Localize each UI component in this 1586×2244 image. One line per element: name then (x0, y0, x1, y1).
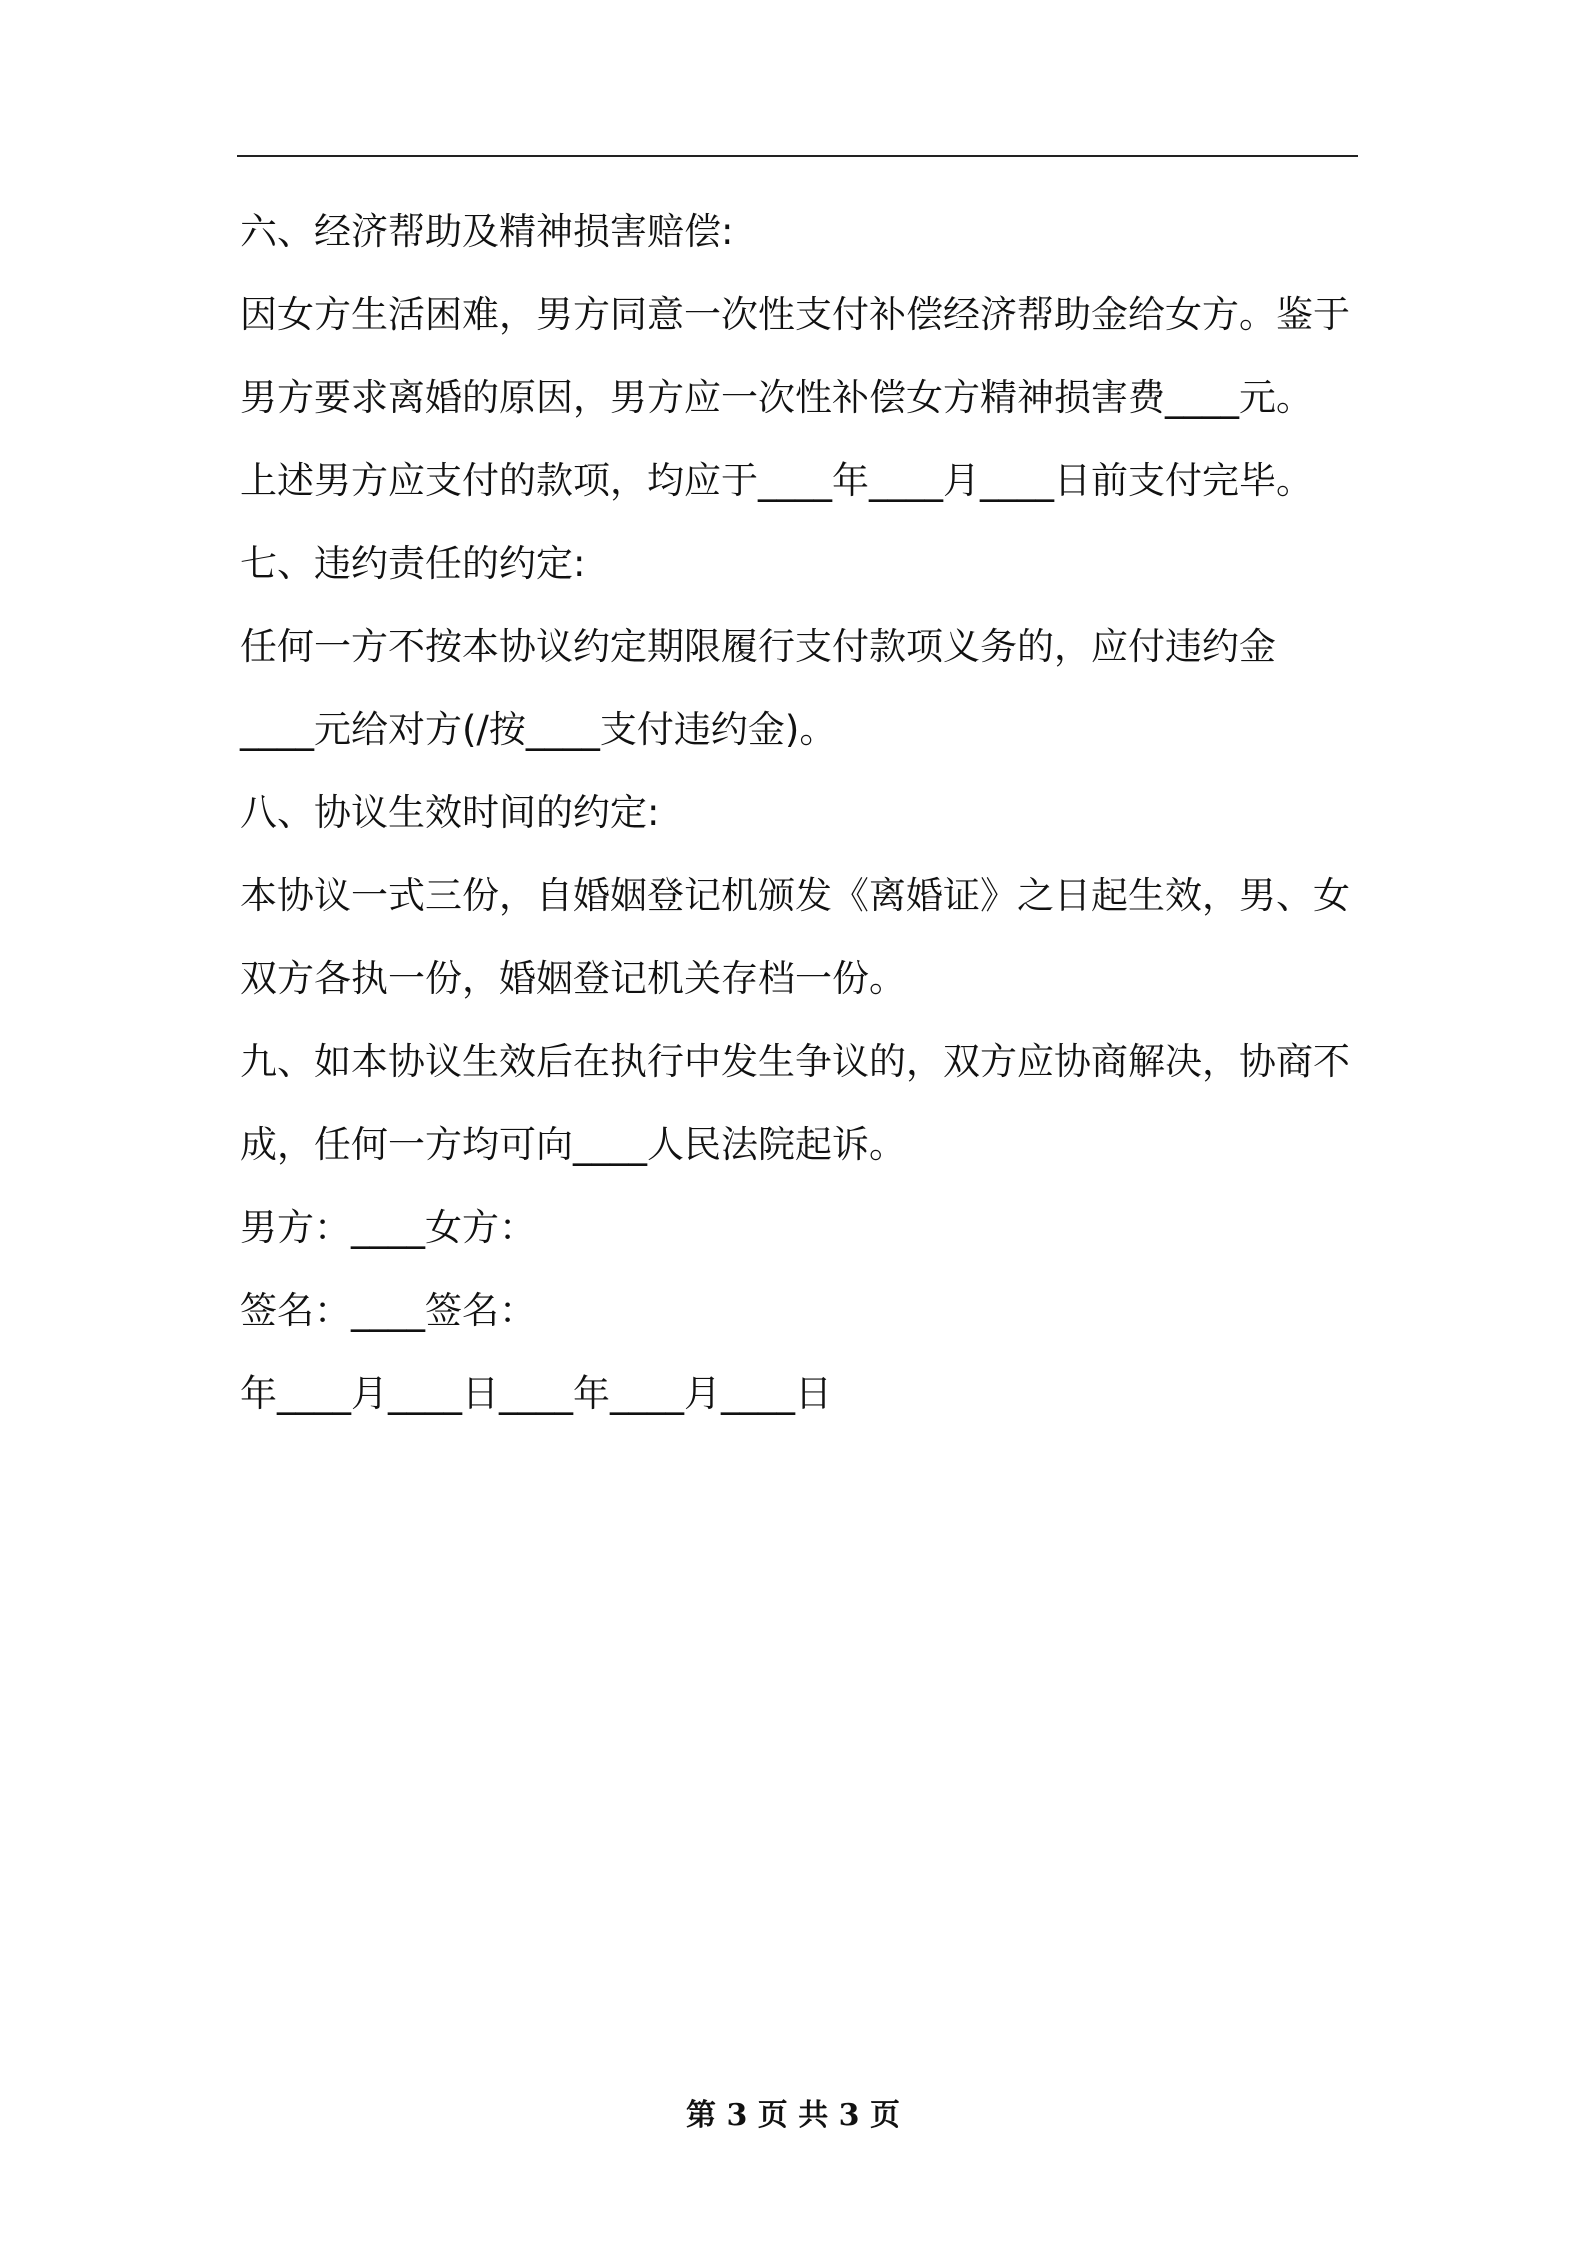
header-rule (237, 155, 1358, 157)
page-number-footer: 第 3 页 共 3 页 (686, 2098, 900, 2133)
paragraph-line: ____元给对方(/按____支付违约金)。 (240, 708, 837, 751)
section-heading-8: 八、协议生效时间的约定: (240, 791, 660, 834)
section-heading-7: 七、违约责任的约定: (240, 542, 586, 585)
signature-party-line: 男方：____女方： (240, 1206, 536, 1249)
signature-name-line: 签名：____签名： (240, 1289, 536, 1332)
paragraph-line: 男方要求离婚的原因，男方应一次性补偿女方精神损害费____元。 (240, 376, 1313, 419)
paragraph-line: 上述男方应支付的款项，均应于____年____月____日前支付完毕。 (240, 459, 1313, 502)
paragraph-line: 成，任何一方均可向____人民法院起诉。 (240, 1123, 906, 1166)
section-heading-9: 九、如本协议生效后在执行中发生争议的，双方应协商解决，协商不 (240, 1040, 1350, 1083)
section-heading-6: 六、经济帮助及精神损害赔偿: (240, 210, 734, 253)
paragraph-line: 因女方生活困难，男方同意一次性支付补偿经济帮助金给女方。鉴于 (240, 293, 1350, 336)
paragraph-line: 本协议一式三份，自婚姻登记机颁发《离婚证》之日起生效，男、女 (240, 874, 1350, 917)
document-body (240, 190, 1365, 1435)
paragraph-line: 双方各执一份，婚姻登记机关存档一份。 (240, 957, 906, 1000)
paragraph-line: 任何一方不按本协议约定期限履行支付款项义务的，应付违约金 (240, 625, 1276, 668)
signature-date-line: 年____月____日____年____月____日 (240, 1372, 832, 1415)
